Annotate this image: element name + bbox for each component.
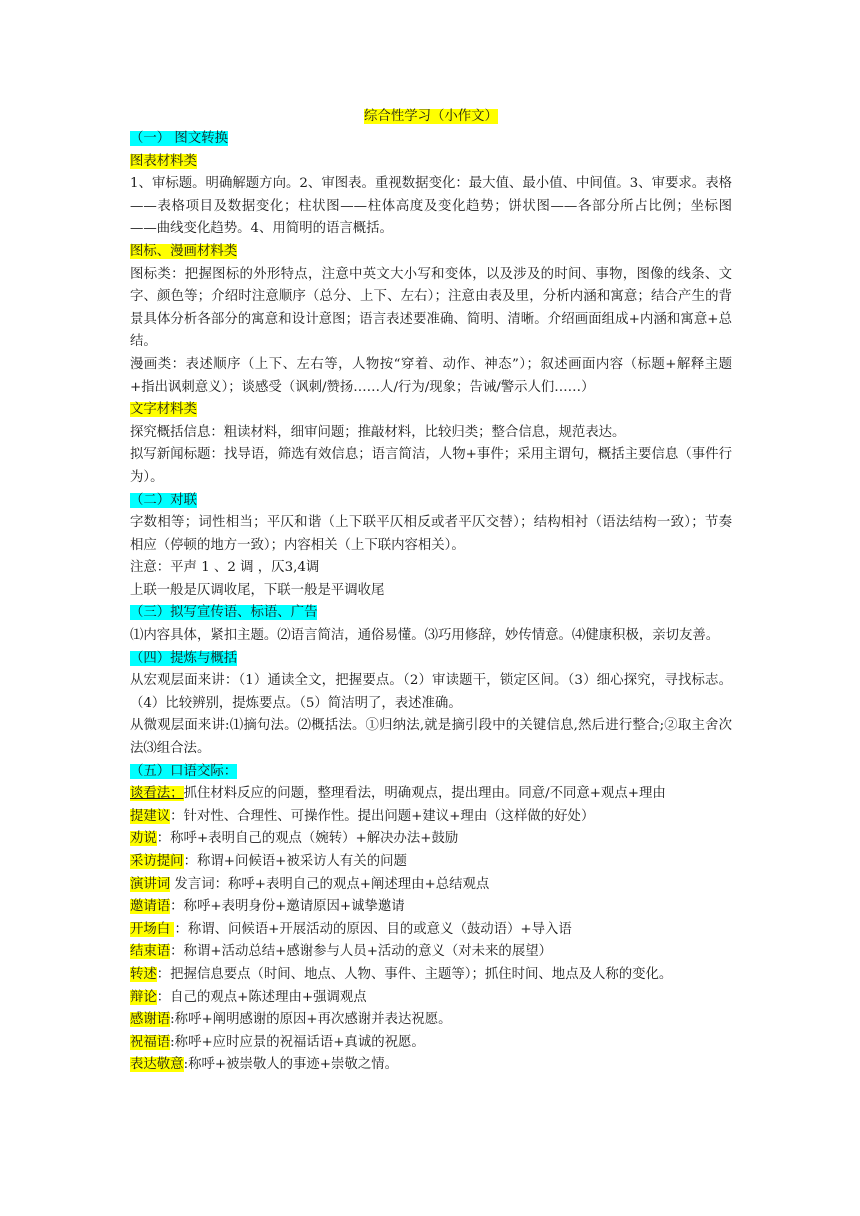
paragraph-couplet-rules: 字数相等；词性相当；平仄和谐（上下联平仄相反或者平仄交替）；结构相衬（语法结构一致）；节奏相应（停顿的地方一致）；内容相关（上下联内容相关）。 [130,515,732,553]
oral-item-label: 祝福语 [130,1034,171,1050]
paragraph-slogan: ⑴内容具体，紧扣主题。⑵语言简洁，通俗易懂。⑶巧用修辞，妙传情意。⑷健康积极，亲切友善。 [130,628,720,644]
paragraph-news-title: 拟写新闻标题：找导语，筛选有效信息；语言简洁，人物+事件；采用主谓句，概括主要信息（事件行为）。 [130,447,732,485]
oral-item [130,851,732,874]
oral-item-label: 表达敬意 [130,1057,184,1073]
oral-item [130,987,732,1010]
paragraph-cartoon: 漫画类：表述顺序（上下、左右等，人物按“穿着、动作、神态”）；叙述画面内容（标题+解释主题+指出讽刺意义）；谈感受（讽刺/赞扬……人/行为/现象；告诫/警示人们……） [130,356,732,395]
oral-item-label: 劝说 [130,831,157,847]
paragraph-couplet-note: 注意：平声 1 、2 调 ，仄3,4调 [130,560,320,576]
section-heading-4: （四）提炼与概括 [130,650,238,666]
subheading-icon-cartoon: 图标、漫画材料类 [130,243,238,259]
oral-item [130,919,732,942]
oral-item-label: 转述 [130,966,157,982]
section-heading-5: （五）口语交际： [130,763,238,779]
oral-item [130,1009,732,1032]
oral-item-text: ：称呼+表明自己的观点（婉转）+解决办法+鼓励 [156,831,459,847]
oral-item-label: 开场白 [130,921,175,937]
oral-item-label: 邀请语 [130,899,171,915]
paragraph-macro: 从宏观层面来讲：（1）通读全文，把握要点。（2）审读题干，锁定区间。（3）细心探究，寻找标志。（4）比较辨别，提炼要点。（5）简洁明了，表述准确。 [130,673,732,711]
oral-item [130,828,732,851]
oral-item-label: 采访提问 [130,854,184,869]
oral-item [130,874,732,897]
oral-item-text: 发言词：称呼+表明自己的观点+阐述理由+总结观点 [170,876,490,892]
oral-item-text: ：称呼+表明身份+邀请原因+诚挚邀请 [170,899,405,915]
oral-item-text: 抓住材料反应的问题，整理看法，明确观点，提出理由。同意/不同意+观点+理由 [183,786,666,802]
oral-item-text: :称呼+阐明感谢的原因+再次感谢并表达祝愿。 [170,1012,452,1028]
section-heading-1: （一） 图文转换 [130,131,228,146]
paragraph-chart-materials: 1、审标题。明确解题方向。2、审图表。重视数据变化：最大值、最小值、中间值。3、审要求。表格——表格项目及数据变化；柱状图——柱体高度及变化趋势；饼状图——各部分所占比例；坐标图——曲线变化趋势。4、用简明的语言概括。 [130,176,732,237]
section-heading-3: （三）拟写宣传语、标语、广告 [130,605,318,621]
oral-item-text: :称呼+被崇敬人的事迹+崇敬之情。 [183,1057,398,1073]
subheading-chart-materials: 图表材料类 [130,153,197,169]
document-body [130,105,732,1077]
oral-item [130,783,732,806]
paragraph-micro: 从微观层面来讲:⑴摘句法。⑵概括法。①归纳法,就是摘引段中的关键信息,然后进行整合;②取主舍次法⑶组合法。 [130,718,732,757]
oral-item-text: ：针对性、合理性、可操作性。提出问题+建议+理由（这样做的好处） [170,808,595,824]
oral-item [130,941,732,964]
oral-item-label: 辩论 [130,989,157,1005]
section-heading-2: （二）对联 [130,492,197,508]
oral-item-text: ：自己的观点+陈述理由+强调观点 [156,989,367,1005]
oral-item-label: 演讲词 [130,876,171,892]
oral-item-label: 结束语 [130,944,171,960]
oral-item-label: 提建议 [130,808,171,824]
oral-item [130,964,732,987]
document-title: 综合性学习（小作文） [364,109,498,124]
oral-item-text: :称呼+应时应景的祝福话语+真诚的祝愿。 [170,1034,425,1050]
subheading-text-materials: 文字材料类 [130,402,197,418]
oral-item-text: ：把握信息要点（时间、地点、人物、事件、主题等）；抓住时间、地点及人称的变化。 [156,966,673,982]
oral-item-label: 感谢语 [130,1012,171,1028]
paragraph-icon: 图标类：把握图标的外形特点，注意中英文大小写和变体，以及涉及的时间、事物，图像的线条、文字、颜色等；介绍时注意顺序（总分、上下、左右）；注意由表及里，分析内涵和寓意；结合产生的背景具体分析各部分的寓意和设计意图；语言表述要准确、简明、清晰。介绍画面组成+内涵和寓意+总结。 [130,266,732,350]
oral-item-text: ：称谓+活动总结+感谢参与人员+活动的意义（对未来的展望） [170,944,552,960]
oral-item [130,1054,732,1077]
paragraph-summarize-info: 探究概括信息：粗读材料，细审问题；推敲材料，比较归类；整合信息，规范表达。 [130,424,626,440]
oral-item-text: ：称谓+问候语+被采访人有关的问题 [183,854,407,869]
oral-item [130,896,732,919]
oral-item [130,1032,732,1055]
oral-item [130,806,732,829]
paragraph-couplet-ending: 上联一般是仄调收尾，下联一般是平调收尾 [130,582,385,598]
oral-item-label: 谈看法； [130,786,184,802]
oral-item-text: ：称谓、问候语+开展活动的原因、目的或意义（鼓动语）+导入语 [174,921,572,937]
